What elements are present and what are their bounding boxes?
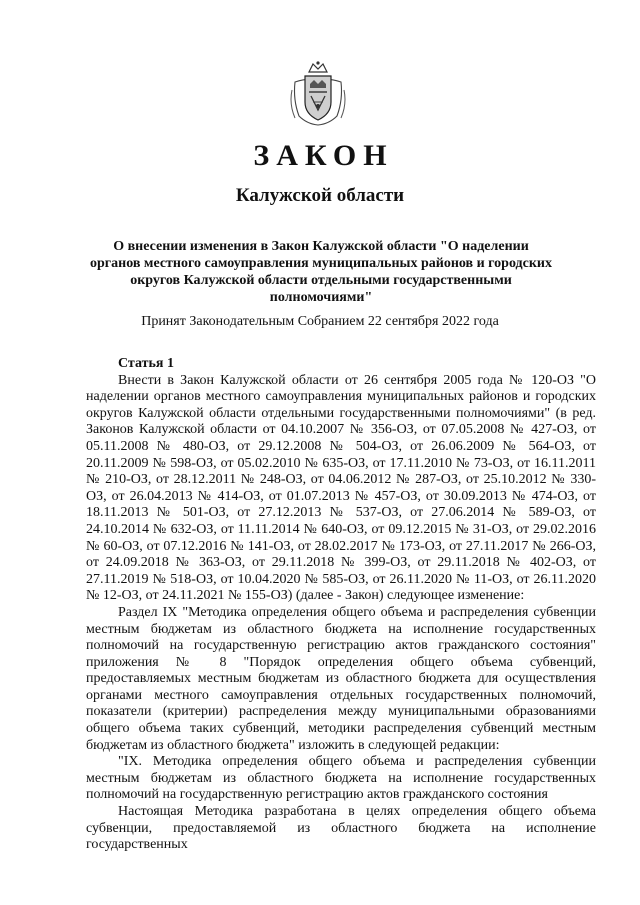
article-heading: Статья 1: [118, 356, 174, 371]
body-paragraph: Внести в Закон Калужской области от 26 сентября 2005 года № 120-ОЗ "О наделении органов местного самоуправления муниципальных районов и городских округов Калужской области отдельными государственными полномочиями" (в ред. Законов Калужской области от 04.10.2007 № 356-ОЗ, от 07.05.2008 № 427-ОЗ, от 05.11.2008 № 480-ОЗ, от 29.12.2008 № 504-ОЗ, от 26.06.2009 № 564-ОЗ, от 20.11.2009 № 598-ОЗ, от 05.02.2010 № 635-ОЗ, от 17.11.2010 № 73-ОЗ, от 16.11.2011 № 210-ОЗ, от 28.12.2011 № 248-ОЗ, от 04.06.2012 № 287-ОЗ, от 25.10.2012 № 330-ОЗ, от 26.04.2013 № 414-ОЗ, от 01.07.2013 № 457-ОЗ, от 30.09.2013 № 474-ОЗ, от 18.11.2013 № 501-ОЗ, от 27.12.2013 № 537-ОЗ, от 27.06.2014 № 589-ОЗ, от 24.10.2014 № 632-ОЗ, от 11.11.2014 № 640-ОЗ, от 09.12.2015 № 31-ОЗ, от 29.02.2016 № 60-ОЗ, от 07.12.2016 № 141-ОЗ, от 28.02.2017 № 173-ОЗ, от 27.11.2017 № 266-ОЗ, от 24.09.2018 № 363-ОЗ, от 29.11.2018 № 399-ОЗ, от 29.11.2018 № 402-ОЗ, от 27.11.2019 № 518-ОЗ, от 10.04.2020 № 585-ОЗ, от 26.11.2020 № 11-ОЗ, от 26.11.2020 № 12-ОЗ, от 24.11.2021 № 155-ОЗ) (далее - Закон) следующее изменение:: [86, 372, 596, 604]
coat-of-arms-emblem: [289, 60, 347, 126]
body-paragraph: Раздел IX "Методика определения общего объема и распределения субвенции местным бюджетам из областного бюджета на исполнение государственных полномочий на государственную регистрацию актов гражданского состояния" приложения № 8 "Порядок определения общего объема субвенций, предоставляемых местным бюджетам из областного бюджета для осуществления органами местного самоуправления отдельных государственных полномочий, показатели (критерии) распределения между муниципальными образованиями общего объема таких субвенций, методики распределения субвенций местным бюджетам из областного бюджета" изложить в следующей редакции:: [86, 604, 596, 753]
document-title: ЗАКОН: [253, 139, 394, 172]
document-body: [86, 356, 596, 854]
body-paragraph: "IX. Методика определения общего объема и распределения субвенции местным бюджетам из областного бюджета на исполнение государственных полномочий на государственную регистрацию актов гражданского состояния: [86, 754, 596, 803]
adoption-note: Принят Законодательным Собранием 22 сентября 2022 года: [141, 314, 499, 329]
law-subject-heading: О внесении изменения в Закон Калужской области "О наделении органов местного самоуправления муниципальных районов и городских округов Калужской области отдельными государственными полномочиями": [90, 239, 552, 305]
body-paragraph: Настоящая Методика разработана в целях определения общего объема субвенции, предоставляемой из областного бюджета на исполнение государственных: [86, 804, 596, 853]
region-name: Калужской области: [235, 185, 405, 206]
